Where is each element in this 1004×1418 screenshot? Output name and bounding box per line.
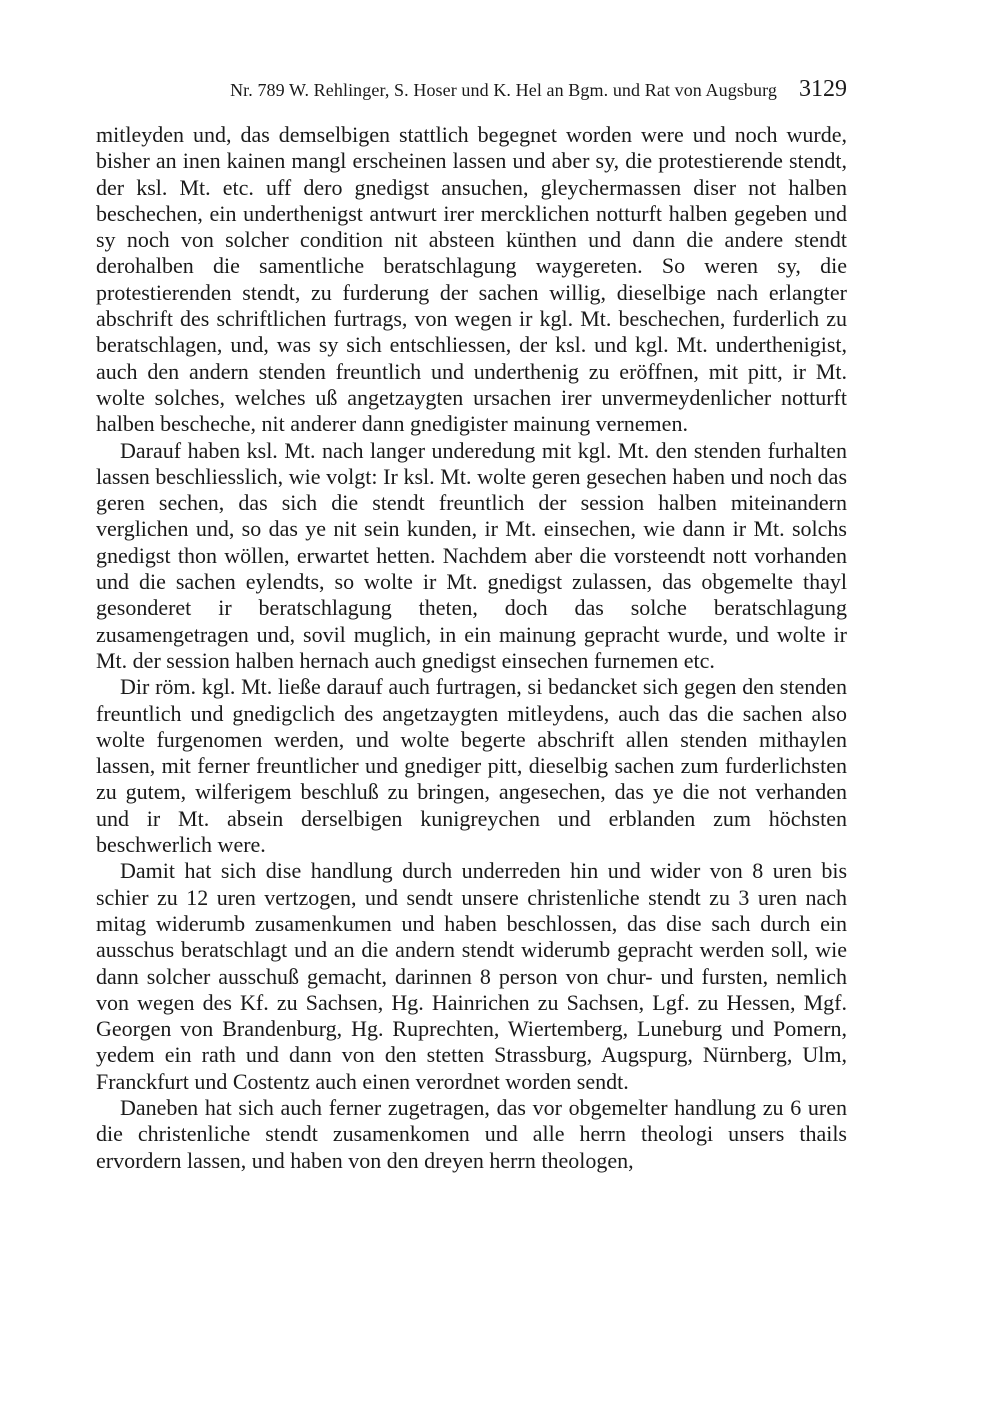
page-number: 3129 — [799, 76, 847, 102]
paragraph: Daneben hat sich auch ferner zugetragen, das vor obgemelter handlung zu 6 uren die christenliche stendt zusamenkomen und alle herrn theologi unsers thails ervordern lassen, und haben von den dreyen herrn theologen, — [96, 1094, 847, 1173]
paragraph: mitleyden und, das demselbigen stattlich begegnet worden were und noch wurde, bisher an inen kainen mangl erscheinen lassen und aber sy, die protestierende stendt, der ksl. Mt. etc. uff dero gnedigst ansuchen, gleychermassen diser not halben beschechen, ein underthenigst antwurt irer mercklichen notturft halben gegeben und sy noch von solcher condition nit absteen künthen und dann die andere stendt derohalben die samentliche beratschlagung waygereten. So weren sy, die protestierenden stendt, zu furderung der sachen willig, dieselbige nach erlangter abschrift des schriftlichen furtrags, von wegen ir kgl. Mt. beschechen, furderlich zu beratschlagen, und, was sy sich entschliessen, der ksl. und kgl. Mt. underthenigist, auch den andern stenden freuntlich und underthenig zu eröffnen, mit pitt, ir Mt. wolte solches, welches uß angetzaygten ursachen irer unvermeydenlicher notturft halben bescheche, nit anderer dann gnedigister mainung vernemen. — [96, 122, 847, 437]
header-title: Nr. 789 W. Rehlinger, S. Hoser und K. Hel an Bgm. und Rat von Augsburg — [230, 80, 777, 100]
paragraph: Dir röm. kgl. Mt. ließe darauf auch furtragen, si bedancket sich gegen den stenden freuntlich und gnedigclich des angetzaygten mitleydens, auch das die sachen also wolte furgenomen werden, und wolte begerte abschrift allen stenden mithaylen lassen, mit ferner freuntlicher und gnediger pitt, dieselbig sachen zum furderlichsten zu gutem, wilferigem beschluß zu bringen, angesechen, das ye die not verhanden und ir Mt. absein derselbigen kunigreychen und erblanden zum höchsten beschwerlich were. — [96, 674, 847, 858]
body-text — [96, 122, 847, 1174]
paragraph: Darauf haben ksl. Mt. nach langer underedung mit kgl. Mt. den stenden furhalten lassen beschliesslich, wie volgt: Ir ksl. Mt. wolte geren gesechen haben und noch das geren sechen, das sich die stendt freuntlich der session halben miteinandern verglichen und, so das ye nit sein kunden, ir Mt. einsechen, wie dann ir Mt. solchs gnedigst thon wöllen, erwartet hetten. Nachdem aber die vorsteendt nott vorhanden und die sachen eylendts, so wolte ir Mt. gnedigst zulassen, das obgemelte thayl gesonderet ir beratschlagung theten, doch das solche beratschlagung zusamengetragen und, sovil muglich, in ein mainung gepracht wurde, und wolte ir Mt. der session halben hernach auch gnedigst einsechen furnemen etc. — [96, 437, 847, 673]
running-header — [96, 76, 847, 110]
paragraph: Damit hat sich dise handlung durch underreden hin und wider von 8 uren bis schier zu 12 uren vertzogen, und sendt unsere christenliche stendt zu 3 uren nach mitag widerumb zusamenkumen und haben beschlossen, das dise sach durch ein ausschus beratschlagt und an die andern stendt widerumb gepracht werden soll, wie dann solcher ausschuß gemacht, darinnen 8 person von chur- und fursten, nemlich von wegen des Kf. zu Sachsen, Hg. Hainrichen zu Sachsen, Lgf. zu Hessen, Mgf. Georgen von Brandenburg, Hg. Ruprechten, Wiertemberg, Luneburg und Pomern, yedem ein rath und dann von den stetten Strassburg, Augspurg, Nürnberg, Ulm, Franckfurt und Costentz auch einen verordnet worden sendt. — [96, 858, 847, 1094]
